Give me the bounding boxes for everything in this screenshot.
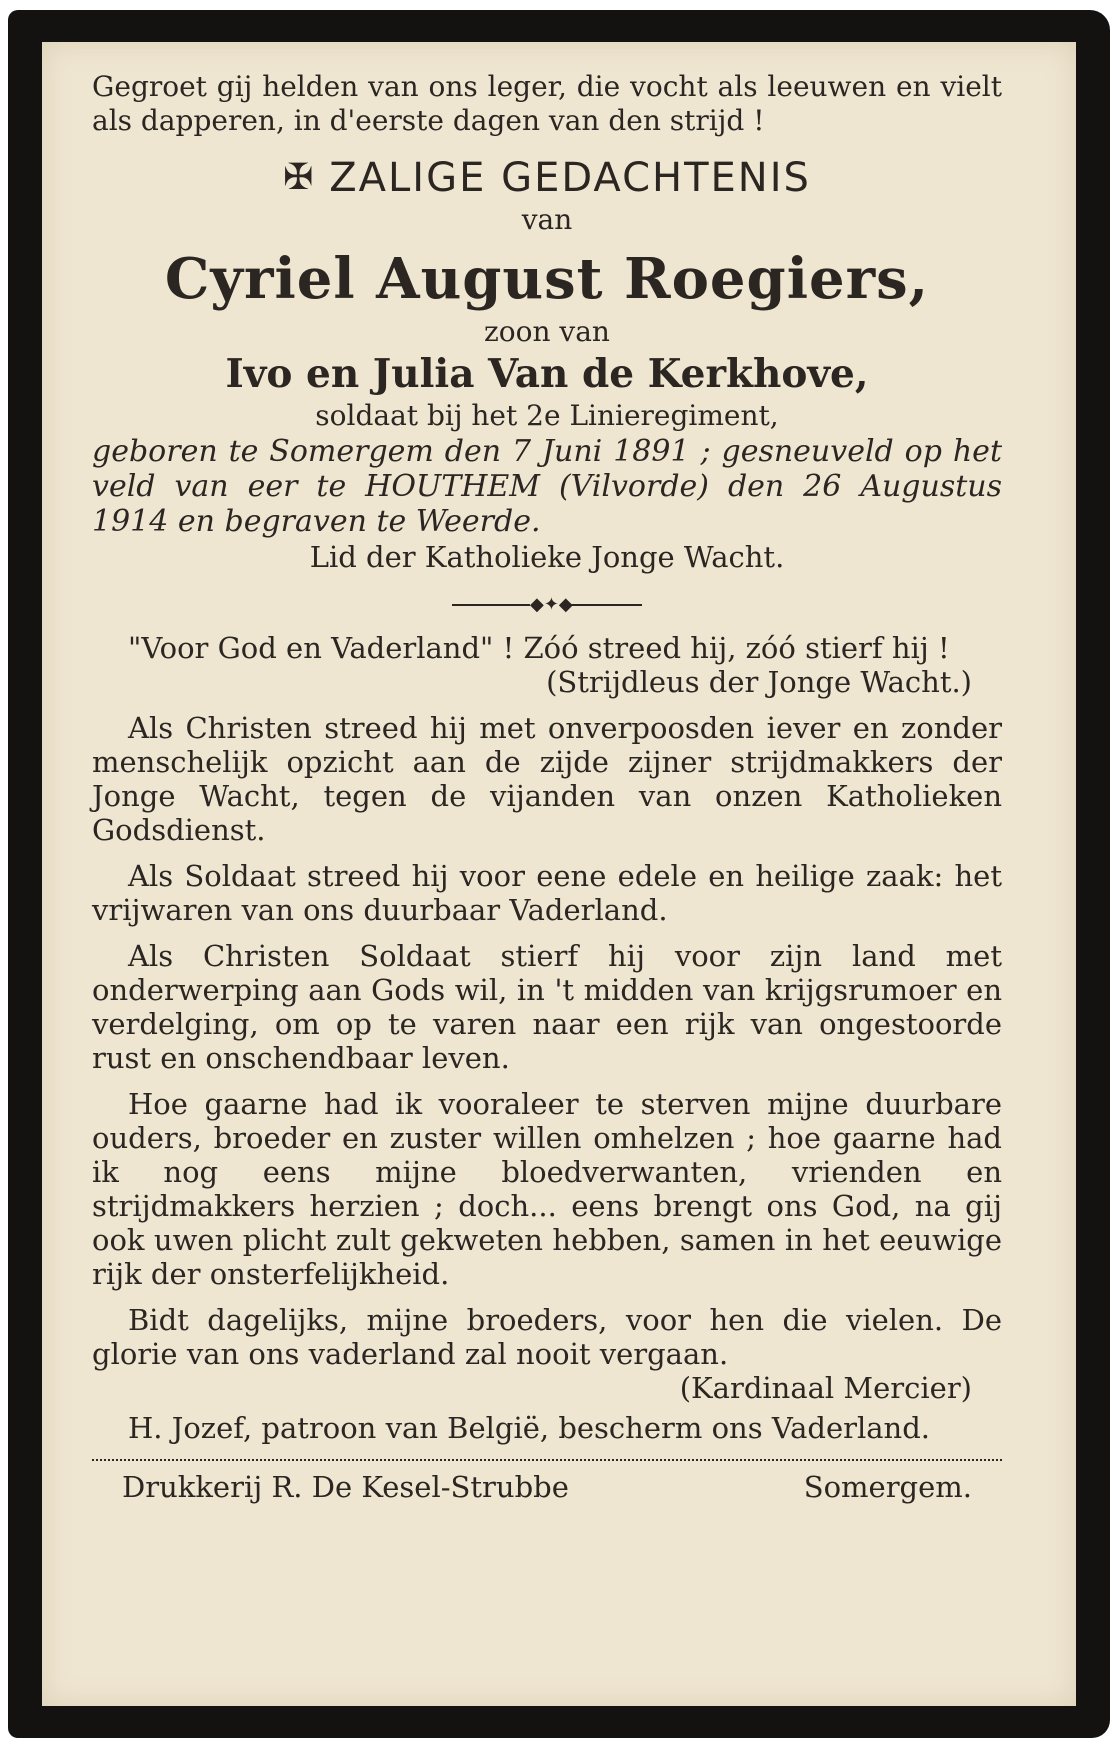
christen-paragraph: Als Christen streed hij met onverpoosden iever en zonder menschelijk opzicht aan de zijde zijner strijdmakkers der Jonge Wacht, tegen de vijanden van onzen Katholieken Godsdienst. xyxy=(92,711,1002,847)
hoe-gaarne-paragraph: Hoe gaarne had ik vooraleer te sterven mijne duurbare ouders, broeder en zuster willen omhelzen ; hoe gaarne had ik nog eens mijne bloedverwanten, vrienden en strijdmakkers herzien ; doch... eens brengt ons God, na gij ook uwen plicht zult gekweten hebben, samen in het eeuwige rijk der onsterfelijkheid. xyxy=(92,1087,1002,1291)
cross-icon: ✠ xyxy=(283,157,316,198)
jozef-paragraph: H. Jozef, patroon van België, bescherm ons Vaderland. xyxy=(128,1411,931,1445)
quote-source: (Strijdleus der Jonge Wacht.) xyxy=(546,665,972,699)
memorial-heading xyxy=(92,154,1002,202)
divider-ornament-icon: ◆✦◆ xyxy=(530,594,573,615)
heading-text: ZALIGE GEDACHTENIS xyxy=(329,155,811,201)
rank-text: soldaat bij het 2e Linieregiment, xyxy=(315,399,779,432)
ornament-divider xyxy=(452,594,642,615)
membership-text: Lid der Katholieke Jonge Wacht. xyxy=(309,540,785,574)
christen-soldaat-paragraph: Als Christen Soldaat stierf hij voor zijn land met onderwerping aan Gods wil, in 't midden van krijgsrumoer en verdelging, om op te varen naar een rijk van ongestoorde rust en onschendbaar leven. xyxy=(92,939,1002,1075)
deceased-name: Cyriel August Roegiers, xyxy=(164,246,930,312)
footer-dotted-line xyxy=(92,1459,1002,1461)
greeting-text: Gegroet gij helden van ons leger, die vocht als leeuwen en vielt als dapperen, in d'eerste dagen van den strijd ! xyxy=(92,70,1002,137)
printer-line xyxy=(92,1467,1002,1507)
soldaat-paragraph: Als Soldaat streed hij voor eene edele en heilige zaak: het vrijwaren van ons duurbaar Vaderland. xyxy=(92,859,1002,927)
zoon-van-label: zoon van xyxy=(484,315,610,348)
van-label: van xyxy=(521,203,573,236)
printer-place: Somergem. xyxy=(803,1470,972,1504)
bidt-source: (Kardinaal Mercier) xyxy=(679,1371,972,1405)
printer-name: Drukkerij R. De Kesel-Strubbe xyxy=(122,1470,569,1504)
birth-death-text: geboren te Somergem den 7 Juni 1891 ; gesneuveld op het veld van eer te HOUTHEM (Vilvorde) den 26 Augustus 1914 en begraven te Weerde. xyxy=(92,434,1002,539)
quote-motto: "Voor God en Vaderland" ! Zóó streed hij, zóó stierf hij ! xyxy=(128,631,950,665)
bidt-paragraph: Bidt dagelijks, mijne broeders, voor hen die vielen. De glorie van ons vaderland zal nooit vergaan. xyxy=(92,1303,1002,1371)
parents-names: Ivo en Julia Van de Kerkhove, xyxy=(225,351,869,397)
memorial-card-content xyxy=(92,70,1002,1507)
